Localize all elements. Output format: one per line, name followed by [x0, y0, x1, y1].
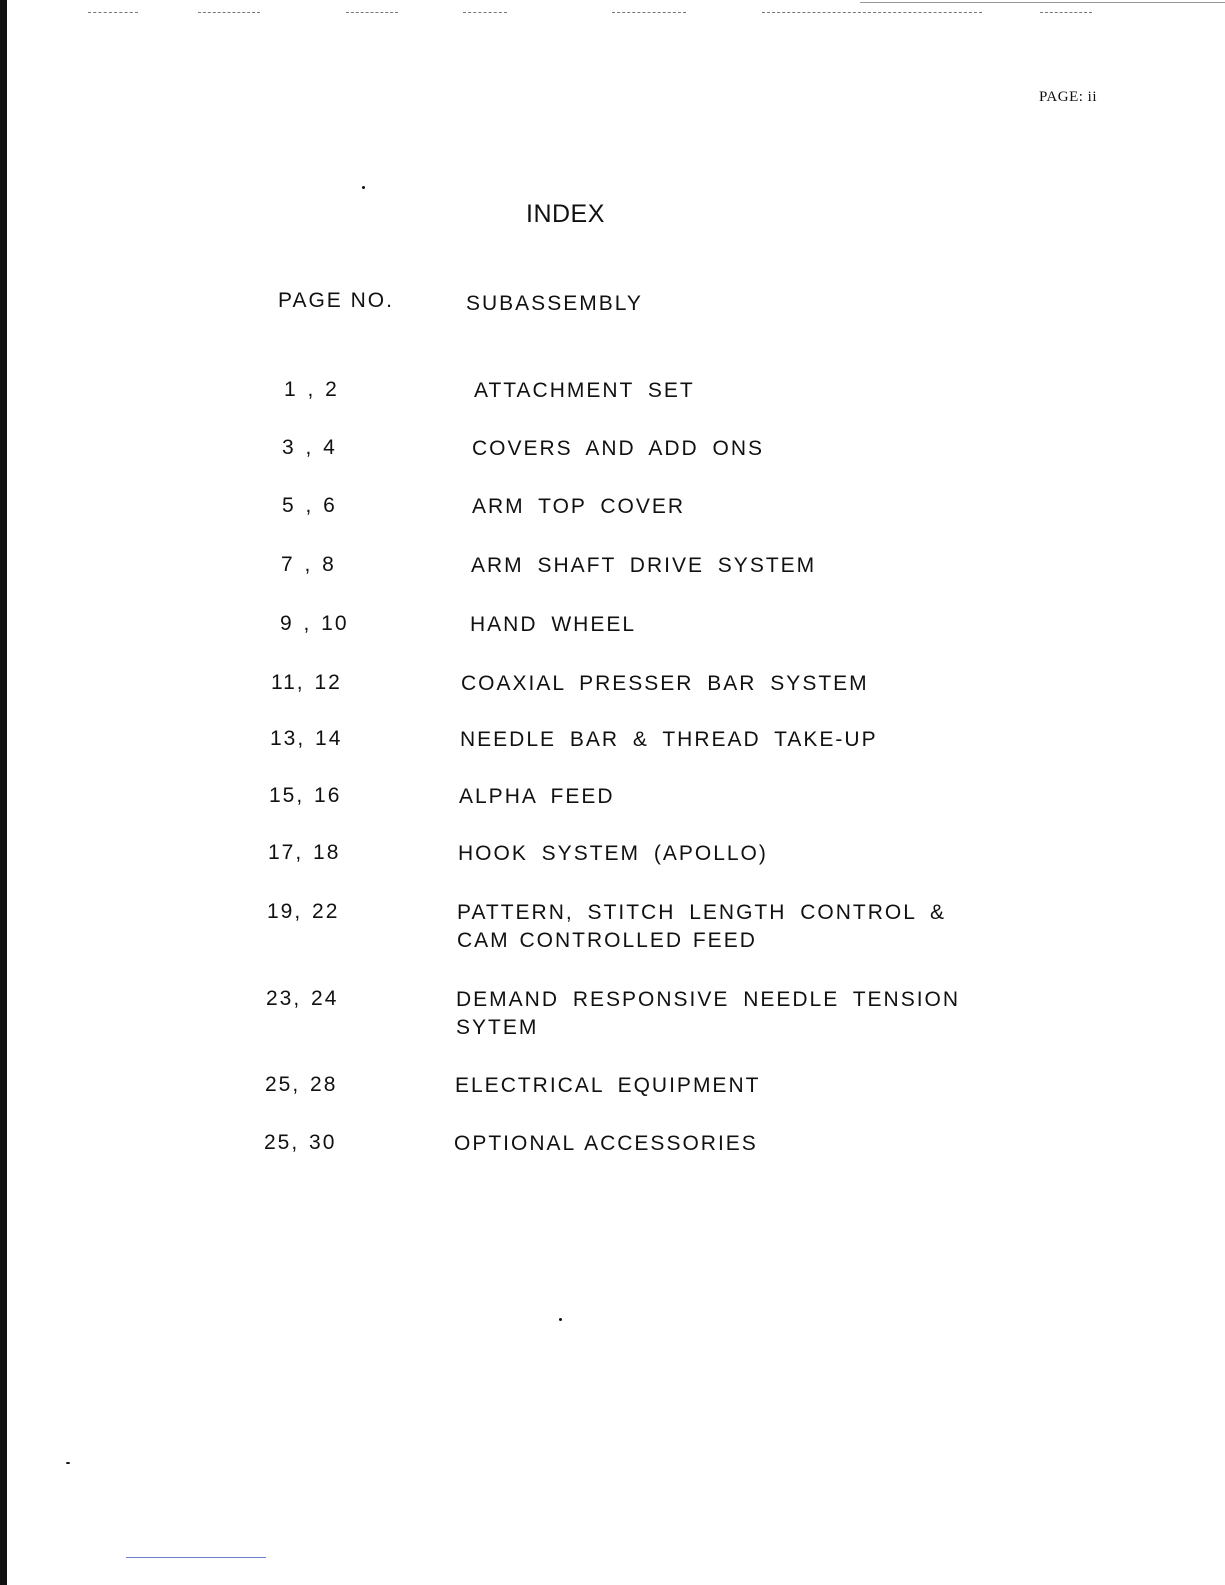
entry-subassembly: ALPHA FEED [459, 785, 615, 808]
entry-pages: 25, 28 [265, 1073, 338, 1096]
page-no-header: PAGE NO. [278, 289, 394, 312]
entry-subassembly: PATTERN, STITCH LENGTH CONTROL & CAM CONTROLLED FEED [457, 901, 946, 952]
entry-pages: 5 , 6 [282, 494, 337, 517]
entry-subassembly: ELECTRICAL EQUIPMENT [455, 1074, 761, 1097]
scan-speck [66, 1462, 70, 1464]
entry-subassembly: ARM TOP COVER [472, 495, 686, 518]
scan-artifact [88, 12, 138, 14]
scan-artifact [1040, 12, 1092, 14]
entry-subassembly: ATTACHMENT SET [474, 379, 695, 402]
entry-pages: 1 , 2 [284, 378, 339, 401]
scan-speck [362, 186, 365, 189]
page-title: INDEX [526, 200, 605, 228]
entry-pages: 7 , 8 [281, 553, 336, 576]
entry-subassembly: COVERS AND ADD ONS [472, 437, 765, 460]
entry-pages: 25, 30 [264, 1131, 337, 1154]
entry-pages: 13, 14 [270, 727, 343, 750]
scan-top-line [860, 2, 1225, 3]
entry-pages: 23, 24 [266, 987, 339, 1010]
scan-artifact [346, 12, 398, 14]
scan-speck [559, 1318, 562, 1321]
entry-subassembly: OPTIONAL ACCESSORIES [454, 1132, 758, 1155]
entry-pages: 9 , 10 [280, 612, 349, 635]
entry-pages: 17, 18 [268, 841, 341, 864]
column-headers [278, 289, 978, 319]
entry-subassembly: ARM SHAFT DRIVE SYSTEM [471, 554, 817, 577]
entry-pages: 19, 22 [267, 900, 340, 923]
scan-left-edge [0, 0, 7, 1585]
scan-bottom-line [126, 1557, 266, 1558]
scan-artifact [762, 12, 982, 14]
entry-subassembly: COAXIAL PRESSER BAR SYSTEM [461, 672, 869, 695]
scan-artifact [612, 12, 686, 14]
entry-pages: 15, 16 [269, 784, 342, 807]
entry-subassembly: HOOK SYSTEM (APOLLO) [458, 842, 768, 865]
entry-subassembly: HAND WHEEL [470, 613, 637, 636]
page-number: PAGE: ii [1038, 89, 1097, 105]
entry-subassembly: DEMAND RESPONSIVE NEEDLE TENSION SYTEM [456, 988, 961, 1039]
entry-pages: 3 , 4 [282, 436, 337, 459]
scan-artifact [198, 12, 260, 14]
subassembly-header: SUBASSEMBLY [466, 292, 643, 315]
scan-artifact [463, 12, 507, 14]
entry-pages: 11, 12 [271, 671, 342, 694]
entry-subassembly: NEEDLE BAR & THREAD TAKE-UP [460, 728, 878, 751]
